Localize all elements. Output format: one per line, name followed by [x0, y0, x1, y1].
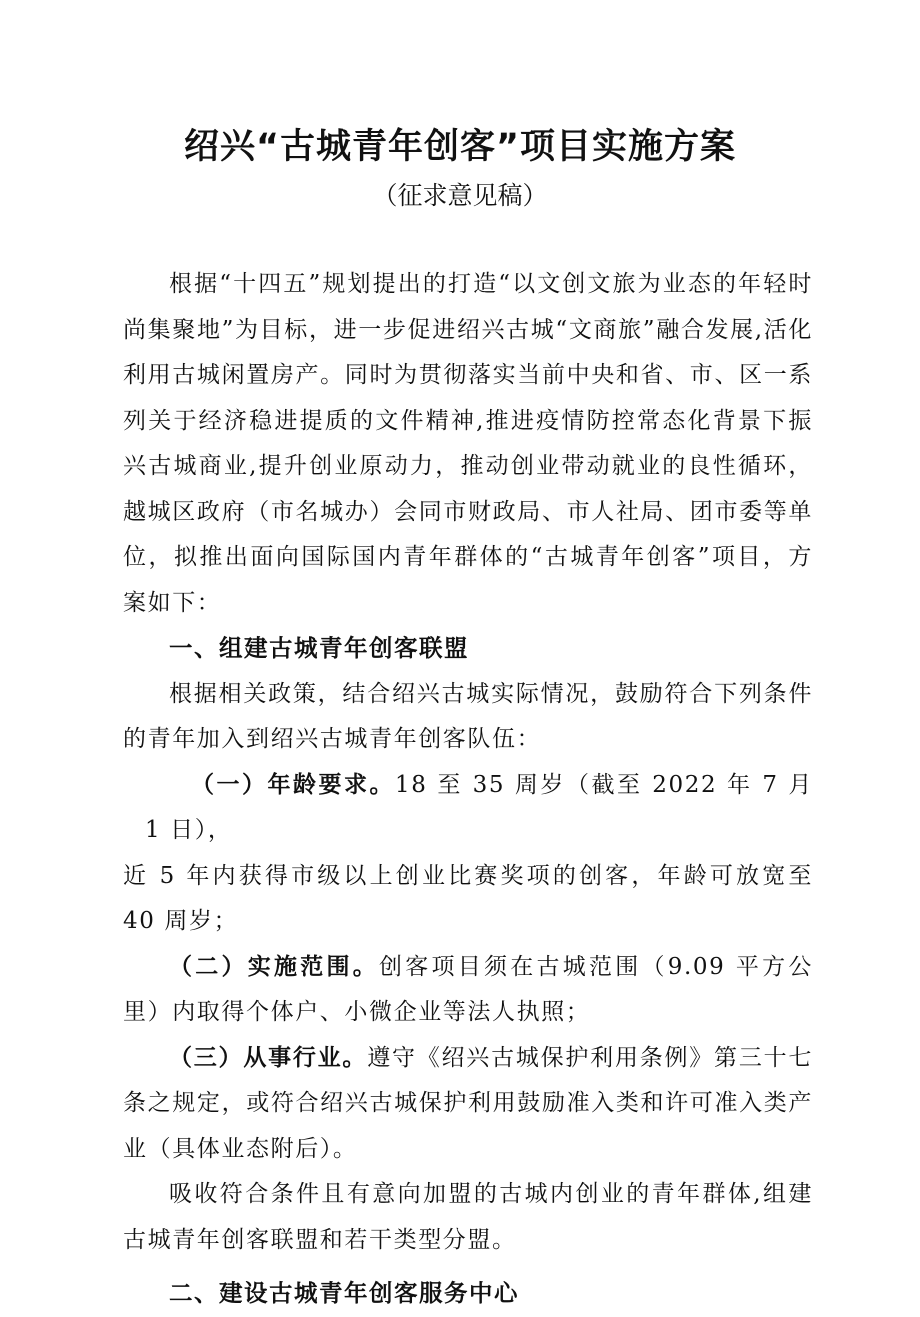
document-subtitle: （征求意见稿） [372, 181, 548, 210]
item-scope-text: 创客项目须在古城范围（9.09 平方公里）内取得个体户、小微企业等法人执照； [123, 953, 813, 1025]
item-industry-text: 遵守《绍兴古城保护利用条例》第三十七条之规定，或符合绍兴古城保护利用鼓励准入类和许可准入类产业（具体业态附后）。 [123, 1044, 813, 1162]
section-1-heading: 一、组建古城青年创客联盟 [169, 634, 469, 662]
item-age-text: 18 至 35 周岁（截至 2022 年 7 月 1 日）， [145, 771, 813, 843]
item-age-requirement [123, 763, 813, 945]
item-age-text-cont: 近 5 年内获得市级以上创业比赛奖项的创客，年龄可放宽至 40 周岁； [123, 862, 813, 934]
section-2-heading: 二、建设古城青年创客服务中心 [169, 1279, 519, 1307]
item-scope-label: （二）实施范围。 [169, 953, 379, 980]
item-industry-label: （三）从事行业。 [169, 1044, 368, 1071]
item-scope [123, 945, 813, 1036]
intro-paragraph: 根据“十四五”规划提出的打造“以文创文旅为业态的年轻时尚集聚地”为目标，进一步促进绍兴古城“文商旅”融合发展,活化利用古城闲置房产。同时为贯彻落实当前中央和省、市、区一系列关于经济稳进提质的文件精神,推进疫情防控常态化背景下振兴古城商业,提升创业原动力，推动创业带动就业的良性循环，越城区政府（市名城办）会同市财政局、市人社局、团市委等单位，拟推出面向国际国内青年群体的“古城青年创客”项目，方案如下： [123, 271, 813, 616]
document-body [123, 262, 813, 1317]
item-age-label: （一）年龄要求。 [191, 771, 396, 798]
document-title: 绍兴“古城青年创客”项目实施方案 [183, 127, 736, 167]
item-industry [123, 1036, 813, 1173]
section-1-intro: 根据相关政策，结合绍兴古城实际情况，鼓励符合下列条件的青年加入到绍兴古城青年创客队伍： [123, 680, 813, 752]
section-1-closing: 吸收符合条件且有意向加盟的古城内创业的青年群体,组建古城青年创客联盟和若干类型分盟。 [123, 1181, 813, 1253]
